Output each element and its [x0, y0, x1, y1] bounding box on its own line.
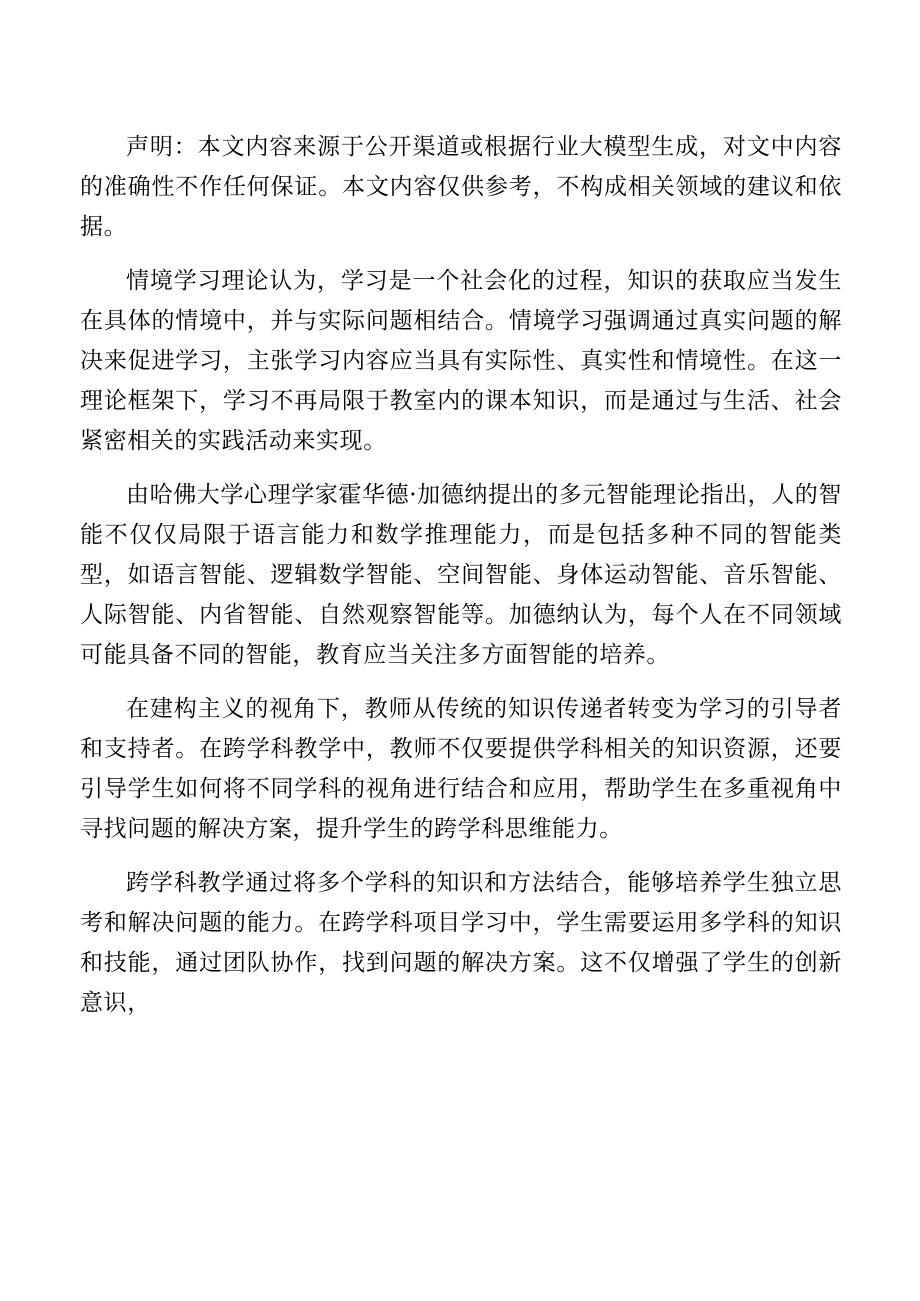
- body-paragraph: 跨学科教学通过将多个学科的知识和方法结合，能够培养学生独立思考和解决问题的能力。在跨学科项目学习中，学生需要运用多学科的知识和技能，通过团队协作，找到问题的解决方案。这不仅增强了学生的创新意识，: [80, 870, 842, 1016]
- body-paragraph: 由哈佛大学心理学家霍华德·加德纳提出的多元智能理论指出，人的智能不仅仅局限于语言能力和数学推理能力，而是包括多种不同的智能类型，如语言智能、逻辑数学智能、空间智能、身体运动智能、音乐智能、人际智能、内省智能、自然观察智能等。加德纳认为，每个人在不同领域可能具备不同的智能，教育应当关注多方面智能的培养。: [80, 482, 842, 668]
- body-paragraph: 在建构主义的视角下，教师从传统的知识传递者转变为学习的引导者和支持者。在跨学科教学中，教师不仅要提供学科相关的知识资源，还要引导学生如何将不同学科的视角进行结合和应用，帮助学生在多重视角中寻找问题的解决方案，提升学生的跨学科思维能力。: [80, 696, 842, 842]
- disclaimer-paragraph: 声明：本文内容来源于公开渠道或根据行业大模型生成，对文中内容的准确性不作任何保证。本文内容仅供参考，不构成相关领域的建议和依据。: [80, 134, 842, 240]
- document-body: [80, 127, 842, 1037]
- body-paragraph: 情境学习理论认为，学习是一个社会化的过程，知识的获取应当发生在具体的情境中，并与实际问题相结合。情境学习强调通过真实问题的解决来促进学习，主张学习内容应当具有实际性、真实性和情境性。在这一理论框架下，学习不再局限于教室内的课本知识，而是通过与生活、社会紧密相关的实践活动来实现。: [80, 268, 842, 454]
